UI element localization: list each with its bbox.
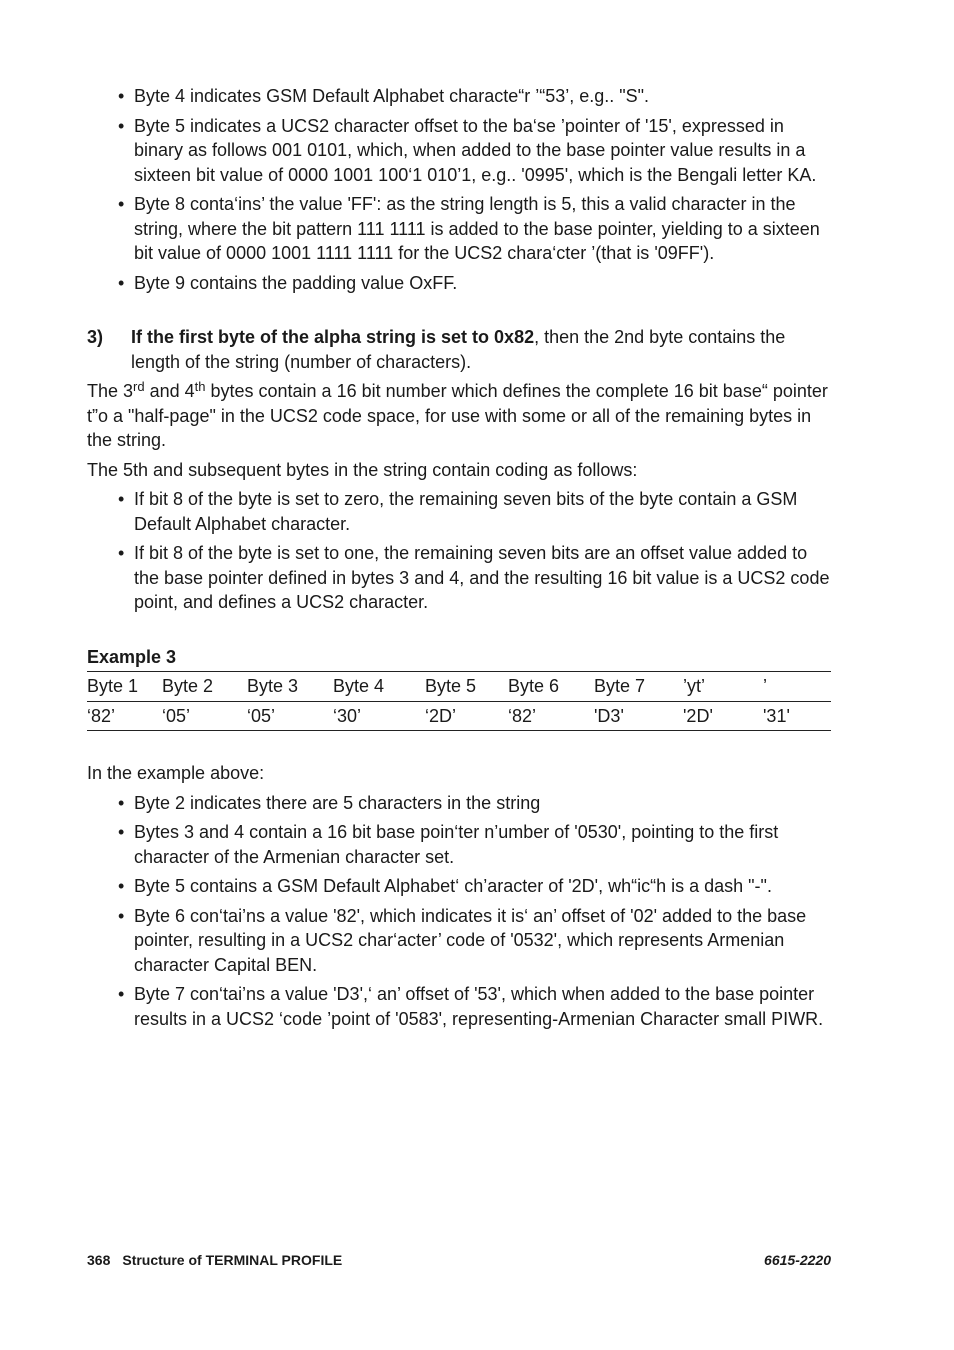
table-header-cell: Byte 1 bbox=[87, 672, 162, 702]
bullet-list-top bbox=[87, 84, 831, 295]
list-item: • Byte 5 indicates a UCS2 character offset to the ba‘se ’pointer of '15', expressed in binary as follows 001 0101, which, when added to the base pointer value results in a sixteen bit value of 0000 1001 100‘1 010’1, e.g.. '0995', which is the Bengali letter KA. bbox=[134, 114, 831, 188]
table-cell: 'D3' bbox=[594, 701, 683, 731]
numbered-item-3 bbox=[87, 325, 831, 374]
list-item: • Byte 7 con‘tai’ns a value 'D3',‘ an’ offset of '53', which when added to the base pointer results in a UCS2 ‘code ’point of '0583', representing-Armenian Character small PIWR. bbox=[134, 982, 831, 1031]
text-run: The 3 bbox=[87, 381, 134, 401]
list-item: • Byte 2 indicates there are 5 characters in the string bbox=[134, 791, 831, 816]
list-item: • Byte 5 contains a GSM Default Alphabet‘ ch’aracter of '2D', wh“ic“h is a dash "-". bbox=[134, 874, 831, 899]
table-cell: ‘82’ bbox=[508, 701, 594, 731]
table-header-cell: ’ bbox=[763, 672, 831, 702]
list-item: • If bit 8 of the byte is set to zero, the remaining seven bits of the byte contain a GSM Default Alphabet character. bbox=[134, 487, 831, 536]
item-bold-text: If the first byte of the alpha string is set to 0x82 bbox=[131, 327, 535, 347]
superscript: th bbox=[194, 379, 206, 394]
example-title: Example 3 bbox=[87, 646, 177, 667]
table-header-cell: Byte 5 bbox=[425, 672, 508, 702]
table-cell: '2D' bbox=[683, 701, 763, 731]
list-item: • Byte 8 conta‘ins’ the value 'FF': as the string length is 5, this a valid character in the string, where the bit pattern 111 1111 is added to the base pointer, yielding to a sixteen bit value of 0000 1001 1111 1111 for the UCS2 chara‘cter ’(that is '09FF'). bbox=[134, 192, 831, 266]
table-cell: ‘2D’ bbox=[425, 701, 508, 731]
example-table bbox=[87, 671, 831, 731]
document-code: 6615-2220 bbox=[764, 1252, 831, 1268]
footer-section-title: Structure of TERMINAL PROFILE bbox=[122, 1252, 343, 1268]
text-run: and 4 bbox=[144, 381, 195, 401]
table-cell: ‘05’ bbox=[162, 701, 247, 731]
list-item: • Byte 9 contains the padding value OxFF. bbox=[134, 271, 831, 296]
list-item: • If bit 8 of the byte is set to one, the remaining seven bits are an offset value added to the base pointer defined in bytes 3 and 4, and the resulting 16 bit value is a UCS2 code point, and defines a UCS2 character. bbox=[134, 541, 831, 615]
table-header-cell: Byte 2 bbox=[162, 672, 247, 702]
table-header-cell: ’yt’ bbox=[683, 672, 763, 702]
paragraph-coding: The 5th and subsequent bytes in the string contain coding as follows: bbox=[87, 459, 638, 480]
table-header-cell: Byte 3 bbox=[247, 672, 333, 702]
list-item: • Bytes 3 and 4 contain a 16 bit base poin‘ter n’umber of '0530', pointing to the first character of the Armenian character set. bbox=[134, 820, 831, 869]
page-number: 368 bbox=[87, 1252, 111, 1268]
item-rest-text: , then the 2nd byte contains the length of the string (number of characters). bbox=[131, 327, 786, 372]
table-header-cell: Byte 6 bbox=[508, 672, 594, 702]
bullet-list-bottom bbox=[87, 791, 831, 1032]
table-header-row bbox=[87, 672, 831, 702]
table-cell: '31' bbox=[763, 701, 831, 731]
item-text bbox=[131, 325, 831, 374]
table-cell: ‘82’ bbox=[87, 701, 162, 731]
page-footer bbox=[87, 1252, 831, 1268]
paragraph-base-pointer bbox=[87, 379, 831, 453]
paragraph-example-above: In the example above: bbox=[87, 763, 265, 783]
list-item: • Byte 4 indicates GSM Default Alphabet characte“r ’“53’, e.g.. "S". bbox=[134, 84, 831, 109]
superscript: rd bbox=[133, 379, 145, 394]
table-cell: ‘30’ bbox=[333, 701, 425, 731]
text-run: bytes contain a 16 bit number which defines the complete 16 bit base“ pointer t”o a "half-page" in the UCS2 code space, for use with some or all of the remaining bytes in the string. bbox=[87, 381, 828, 450]
page-body bbox=[87, 84, 831, 1036]
list-item: • Byte 6 con‘tai’ns a value '82', which indicates it is‘ an’ offset of '02' added to the base pointer, resulting in a UCS2 char‘acter’ code of '0532', which represents Armenian character Capital BEN. bbox=[134, 904, 831, 978]
bullet-list-mid bbox=[87, 487, 831, 615]
table-cell: ‘05’ bbox=[247, 701, 333, 731]
table-header-cell: Byte 4 bbox=[333, 672, 425, 702]
table-header-cell: Byte 7 bbox=[594, 672, 683, 702]
item-number: 3) bbox=[87, 327, 104, 347]
table-row bbox=[87, 701, 831, 731]
